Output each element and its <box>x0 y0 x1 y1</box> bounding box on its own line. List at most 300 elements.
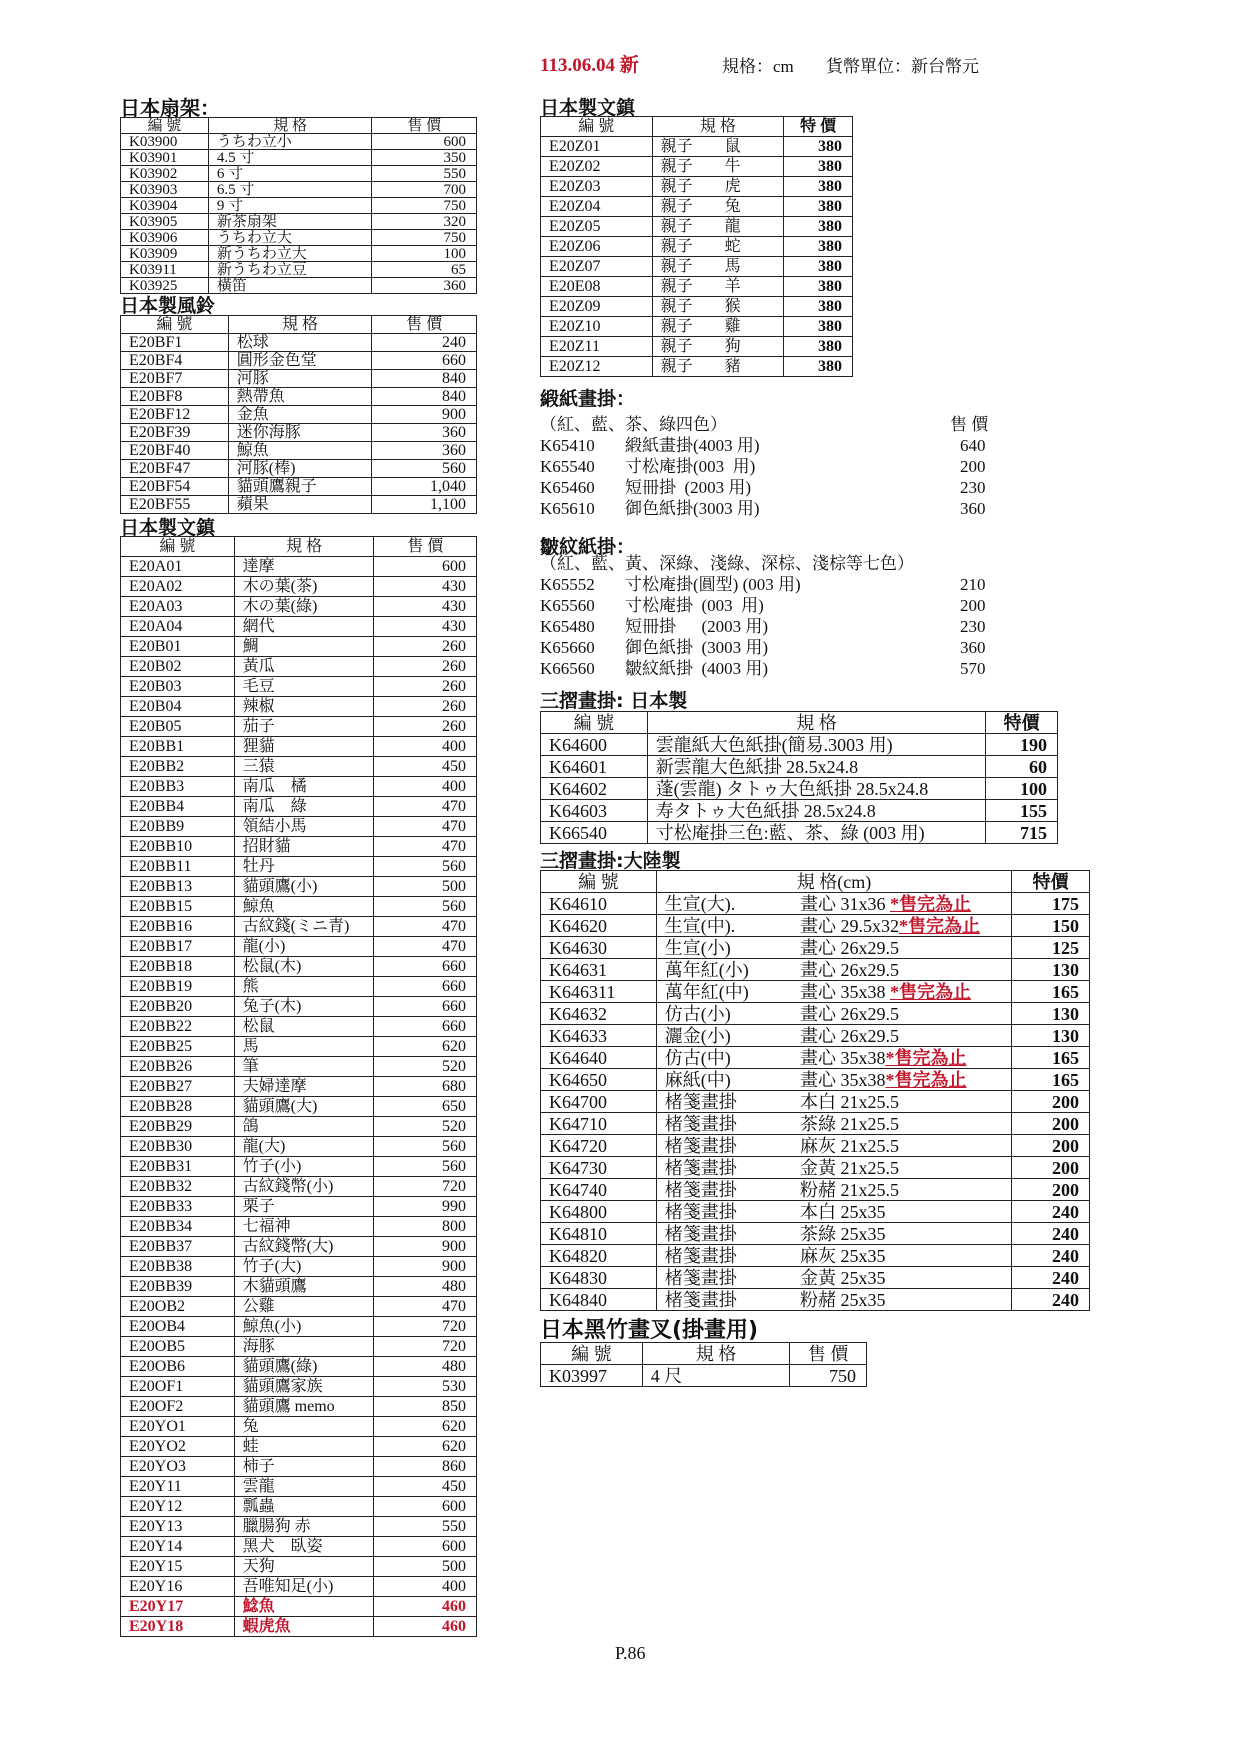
code-cell: K03909 <box>121 246 209 262</box>
spec-cell: 鴿 <box>234 1117 374 1137</box>
code-cell: E20BB3 <box>121 777 235 797</box>
dimension-cell <box>792 981 1012 1003</box>
table-row <box>541 297 853 317</box>
price-cell: 175 <box>1012 893 1090 915</box>
code-cell: E20A01 <box>121 557 235 577</box>
price-cell: 600 <box>374 1497 477 1517</box>
table-row <box>541 1289 1090 1311</box>
price-cell: 130 <box>1012 1025 1090 1047</box>
code-cell: K03911 <box>121 262 209 278</box>
spec-cell: 古紋錢幣(小) <box>234 1177 374 1197</box>
spec-cell: 牡丹 <box>234 857 374 877</box>
paperweight-left-title: 日本製文鎮 <box>120 517 216 539</box>
price-cell: 380 <box>784 137 853 157</box>
dimension-text: 畫心 26x29.5 <box>799 959 899 980</box>
price-cell: 430 <box>374 577 477 597</box>
dimension-text: 畫心 35x38 <box>799 1069 886 1090</box>
price-cell: 900 <box>374 1237 477 1257</box>
code-cell: E20Z11 <box>541 337 653 357</box>
table-row <box>541 1135 1090 1157</box>
code-cell: E20BF55 <box>121 496 229 514</box>
code-cell: K03900 <box>121 134 209 150</box>
code-cell: E20A03 <box>121 597 235 617</box>
spec-cell: 楮箋畫掛 <box>656 1201 792 1223</box>
price-cell: 450 <box>374 1477 477 1497</box>
table-row <box>541 157 853 177</box>
price-text: 360 <box>960 638 986 657</box>
price-cell: 560 <box>374 857 477 877</box>
table-row <box>121 1297 477 1317</box>
price-cell: 380 <box>784 157 853 177</box>
price-cell: 380 <box>784 277 853 297</box>
spec-cell: 親子 蛇 <box>652 237 784 257</box>
code-cell: E20Z02 <box>541 157 653 177</box>
column-header: 規 格(cm) <box>656 871 1012 893</box>
dimension-cell <box>792 1157 1012 1179</box>
code-cell: E20Z09 <box>541 297 653 317</box>
spec-cell: 生宣(小) <box>656 937 792 959</box>
code-cell: E20BB39 <box>121 1277 235 1297</box>
code-cell: K64602 <box>541 778 648 800</box>
spec-cell: 鯛 <box>234 637 374 657</box>
spec-cell: 辣椒 <box>234 697 374 717</box>
table-row <box>121 717 477 737</box>
price-cell: 470 <box>374 817 477 837</box>
table-row <box>121 1177 477 1197</box>
table-row <box>541 1223 1090 1245</box>
dimension-cell <box>792 1223 1012 1245</box>
spec-cell: 灑金(小) <box>656 1025 792 1047</box>
code-cell: E20Y15 <box>121 1557 235 1577</box>
spec-cell: 仿古(小) <box>656 1003 792 1025</box>
tri-fold-china-title: 三摺畫掛:大陸製 <box>540 850 681 872</box>
spec-cell: 木貓頭鷹 <box>234 1277 374 1297</box>
spec-cell: 夫婦達摩 <box>234 1077 374 1097</box>
table-row <box>121 1377 477 1397</box>
column-header: 特價 <box>1012 871 1090 893</box>
code-text: K65480 <box>540 617 595 636</box>
spec-cell: 木の葉(茶) <box>234 577 374 597</box>
spec-cell: 龍(小) <box>234 937 374 957</box>
spec-cell: 寸松庵掛三色:藍、茶、綠 (003 用) <box>647 822 986 844</box>
code-text: K66560 <box>540 659 595 678</box>
spec-cell: 兔子(木) <box>234 997 374 1017</box>
table-row <box>541 756 1058 778</box>
dimension-cell <box>792 937 1012 959</box>
tri-fold-japan-table <box>540 711 1058 844</box>
price-cell: 200 <box>1012 1091 1090 1113</box>
table-row <box>541 1245 1090 1267</box>
spec-cell: 瓢蟲 <box>234 1497 374 1517</box>
code-cell: K03902 <box>121 166 209 182</box>
spec-cell: 新うちわ立豆 <box>208 262 372 278</box>
code-cell: E20BB18 <box>121 957 235 977</box>
dimension-cell <box>792 1047 1012 1069</box>
code-cell: E20OF1 <box>121 1377 235 1397</box>
code-cell: E20YO3 <box>121 1457 235 1477</box>
code-cell: E20BB16 <box>121 917 235 937</box>
table-row <box>121 1597 477 1617</box>
column-header: 售 價 <box>372 118 477 134</box>
code-cell: K64640 <box>541 1047 657 1069</box>
price-cell: 380 <box>784 297 853 317</box>
table-row <box>121 388 477 406</box>
spec-cell: 親子 豬 <box>652 357 784 377</box>
spec-cell: 兔 <box>234 1417 374 1437</box>
column-header: 規 格 <box>228 316 372 334</box>
code-cell: E20Y17 <box>121 1597 235 1617</box>
table-row <box>541 1025 1090 1047</box>
code-cell: E20OF2 <box>121 1397 235 1417</box>
table-row <box>121 937 477 957</box>
spec-cell: 蘋果 <box>228 496 372 514</box>
spec-cell: 楮箋畫掛 <box>656 1135 792 1157</box>
table-row <box>541 137 853 157</box>
dimension-cell <box>792 1069 1012 1091</box>
price-cell: 240 <box>1012 1201 1090 1223</box>
spec-cell: 網代 <box>234 617 374 637</box>
price-cell: 130 <box>1012 959 1090 981</box>
code-cell: E20BB32 <box>121 1177 235 1197</box>
price-cell: 380 <box>784 357 853 377</box>
spec-cell: 楮箋畫掛 <box>656 1245 792 1267</box>
column-header: 規 格 <box>647 712 986 734</box>
table-row <box>541 778 1058 800</box>
table-row <box>121 1477 477 1497</box>
spec-text: 寸松庵掛 (003 用) <box>625 596 764 615</box>
column-header: 編 號 <box>541 117 653 137</box>
currency-unit: 貨幣單位：新台幣元 <box>826 57 980 76</box>
satin-scroll-subtitle: （紅、藍、茶、綠四色） <box>540 415 727 434</box>
code-text: K65660 <box>540 638 595 657</box>
price-cell: 550 <box>374 1517 477 1537</box>
spec-cell: 親子 馬 <box>652 257 784 277</box>
table-row <box>121 214 477 230</box>
price-cell: 560 <box>374 1157 477 1177</box>
price-cell: 360 <box>372 278 477 294</box>
table-row <box>121 1557 477 1577</box>
list-item <box>540 477 1020 498</box>
price-cell: 470 <box>374 837 477 857</box>
price-cell: 155 <box>986 800 1058 822</box>
price-text: 570 <box>960 659 986 678</box>
price-cell: 470 <box>374 1297 477 1317</box>
price-cell: 560 <box>372 460 477 478</box>
code-cell: E20OB2 <box>121 1297 235 1317</box>
price-cell: 620 <box>374 1437 477 1457</box>
spec-cell: 臘腸狗 赤 <box>234 1517 374 1537</box>
price-text: 360 <box>960 499 986 518</box>
code-cell: K64730 <box>541 1157 657 1179</box>
spec-cell: 松鼠 <box>234 1017 374 1037</box>
spec-cell: 鯰魚 <box>234 1597 374 1617</box>
code-cell: E20Z10 <box>541 317 653 337</box>
code-cell: E20BF39 <box>121 424 229 442</box>
code-cell: K64710 <box>541 1113 657 1135</box>
price-cell: 900 <box>374 1257 477 1277</box>
price-cell: 470 <box>374 937 477 957</box>
table-row <box>121 577 477 597</box>
spec-cell: 松鼠(木) <box>234 957 374 977</box>
price-cell: 680 <box>374 1077 477 1097</box>
code-cell: E20BF7 <box>121 370 229 388</box>
header-row <box>121 537 477 557</box>
table-row <box>121 1537 477 1557</box>
spec-cell: 蛙 <box>234 1437 374 1457</box>
price-text: 210 <box>960 575 986 594</box>
column-header: 特 價 <box>784 117 853 137</box>
spec-cell: 松球 <box>228 334 372 352</box>
spec-cell: 楮箋畫掛 <box>656 1091 792 1113</box>
price-cell: 260 <box>374 637 477 657</box>
price-cell: 240 <box>1012 1289 1090 1311</box>
bamboo-fork-table <box>540 1342 867 1387</box>
price-cell: 750 <box>372 198 477 214</box>
dimension-cell <box>792 1179 1012 1201</box>
code-cell: K64632 <box>541 1003 657 1025</box>
price-cell: 530 <box>374 1377 477 1397</box>
spec-cell: 楮箋畫掛 <box>656 1223 792 1245</box>
table-row <box>121 777 477 797</box>
code-cell: K64600 <box>541 734 648 756</box>
price-cell: 165 <box>1012 1047 1090 1069</box>
spec-cell: 天狗 <box>234 1557 374 1577</box>
table-row <box>121 424 477 442</box>
code-cell: K64610 <box>541 893 657 915</box>
code-text: K65540 <box>540 457 595 476</box>
spec-cell: 海豚 <box>234 1337 374 1357</box>
price-cell: 430 <box>374 617 477 637</box>
code-cell: E20E08 <box>541 277 653 297</box>
spec-cell: 9 寸 <box>208 198 372 214</box>
price-cell: 480 <box>374 1277 477 1297</box>
code-cell: E20BB13 <box>121 877 235 897</box>
dimension-text: 粉赭 21x25.5 <box>799 1179 899 1200</box>
spec-cell: 楮箋畫掛 <box>656 1289 792 1311</box>
fan-stand-table <box>120 117 477 294</box>
table-row <box>541 893 1090 915</box>
table-row <box>541 981 1090 1003</box>
price-cell: 1,040 <box>372 478 477 496</box>
spec-text: 寸松庵掛(003 用) <box>625 457 756 476</box>
price-cell: 380 <box>784 257 853 277</box>
table-row <box>121 1497 477 1517</box>
table-row <box>541 257 853 277</box>
dimension-text: 茶綠 25x35 <box>799 1223 886 1244</box>
spec-cell: 毛豆 <box>234 677 374 697</box>
price-cell: 660 <box>374 997 477 1017</box>
spec-cell: 貓頭鷹家族 <box>234 1377 374 1397</box>
code-cell: E20Z05 <box>541 217 653 237</box>
table-row <box>121 460 477 478</box>
spec-cell: 迷你海豚 <box>228 424 372 442</box>
code-cell: E20YO2 <box>121 1437 235 1457</box>
code-cell: E20OB6 <box>121 1357 235 1377</box>
page-number: P.86 <box>615 1643 646 1663</box>
list-item <box>540 574 1020 595</box>
spec-cell: 楮箋畫掛 <box>656 1157 792 1179</box>
price-cell: 165 <box>1012 1069 1090 1091</box>
satin-scroll-title: 緞紙畫掛： <box>540 388 636 410</box>
price-cell: 350 <box>372 150 477 166</box>
code-cell: E20B03 <box>121 677 235 697</box>
table-row <box>121 977 477 997</box>
spec-cell: 黑犬 臥姿 <box>234 1537 374 1557</box>
table-row <box>541 1091 1090 1113</box>
table-row <box>121 957 477 977</box>
dimension-text: 畫心 31x36 <box>799 893 890 914</box>
price-cell: 660 <box>374 957 477 977</box>
spec-text: 御色紙掛(3003 用) <box>625 499 760 518</box>
spec-cell: 萬年紅(中) <box>656 981 792 1003</box>
code-cell: K03997 <box>541 1365 643 1387</box>
spec-cell: うちわ立小 <box>208 134 372 150</box>
price-cell: 800 <box>374 1217 477 1237</box>
price-cell: 130 <box>1012 1003 1090 1025</box>
spec-cell: 狸貓 <box>234 737 374 757</box>
spec-text: 短冊掛 (2003 用) <box>625 617 769 636</box>
table-row <box>121 1157 477 1177</box>
table-row <box>541 1157 1090 1179</box>
code-cell: E20Z06 <box>541 237 653 257</box>
column-header: 編 號 <box>121 537 235 557</box>
dimension-cell <box>792 1135 1012 1157</box>
header-row <box>541 117 853 137</box>
header-row <box>121 316 477 334</box>
price-cell: 600 <box>374 557 477 577</box>
price-cell: 260 <box>374 697 477 717</box>
spec-cell: 領結小馬 <box>234 817 374 837</box>
price-cell: 720 <box>374 1337 477 1357</box>
crepe-scroll-title: 皺紋紙掛： <box>540 536 636 558</box>
dimension-cell <box>792 1025 1012 1047</box>
spec-cell: 河豚(棒) <box>228 460 372 478</box>
paperweight-left-table <box>120 536 477 1637</box>
price-cell: 450 <box>374 757 477 777</box>
spec-cell: うちわ立大 <box>208 230 372 246</box>
table-row <box>541 1069 1090 1091</box>
table-row <box>121 1317 477 1337</box>
code-cell: E20B05 <box>121 717 235 737</box>
price-cell: 400 <box>374 737 477 757</box>
code-cell: E20BF1 <box>121 334 229 352</box>
code-cell: K64631 <box>541 959 657 981</box>
spec-text: 緞紙畫掛(4003 用) <box>625 436 760 455</box>
table-row <box>121 478 477 496</box>
price-cell: 720 <box>374 1177 477 1197</box>
dimension-cell <box>792 959 1012 981</box>
price-cell: 240 <box>1012 1245 1090 1267</box>
paperweight-right-table <box>540 116 853 377</box>
price-cell: 320 <box>372 214 477 230</box>
spec-cell: 親子 兔 <box>652 197 784 217</box>
price-cell: 400 <box>374 777 477 797</box>
spec-text: 御色紙掛 (3003 用) <box>625 638 769 657</box>
table-row <box>121 1097 477 1117</box>
column-header: 編 號 <box>541 712 648 734</box>
spec-cell: 6 寸 <box>208 166 372 182</box>
code-text: K65610 <box>540 499 595 518</box>
table-row <box>541 937 1090 959</box>
code-cell: E20BB20 <box>121 997 235 1017</box>
spec-cell: 栗子 <box>234 1197 374 1217</box>
table-row <box>121 352 477 370</box>
price-cell: 860 <box>374 1457 477 1477</box>
price-cell: 200 <box>1012 1179 1090 1201</box>
code-cell: K64740 <box>541 1179 657 1201</box>
price-cell: 900 <box>372 406 477 424</box>
code-cell: E20Z07 <box>541 257 653 277</box>
spec-cell: 親子 鼠 <box>652 137 784 157</box>
table-row <box>121 496 477 514</box>
code-cell: E20BB29 <box>121 1117 235 1137</box>
code-cell: E20Z12 <box>541 357 653 377</box>
price-cell: 200 <box>1012 1157 1090 1179</box>
table-row <box>541 822 1058 844</box>
price-cell: 840 <box>372 388 477 406</box>
price-cell: 200 <box>1012 1135 1090 1157</box>
code-cell: E20A02 <box>121 577 235 597</box>
dimension-cell <box>792 1091 1012 1113</box>
table-row <box>121 857 477 877</box>
code-cell: K64840 <box>541 1289 657 1311</box>
code-cell: E20BB26 <box>121 1057 235 1077</box>
spec-cell: 親子 虎 <box>652 177 784 197</box>
table-row <box>121 877 477 897</box>
code-cell: K03901 <box>121 150 209 166</box>
code-cell: E20BB30 <box>121 1137 235 1157</box>
code-cell: K64810 <box>541 1223 657 1245</box>
table-row <box>541 277 853 297</box>
spec-cell: 馬 <box>234 1037 374 1057</box>
price-cell: 460 <box>374 1617 477 1637</box>
spec-cell: 貓頭鷹(小) <box>234 877 374 897</box>
spec-cell: 七福神 <box>234 1217 374 1237</box>
spec-cell: 萬年紅(小) <box>656 959 792 981</box>
spec-cell: 貓頭鷹(大) <box>234 1097 374 1117</box>
code-cell: K03904 <box>121 198 209 214</box>
price-cell: 460 <box>374 1597 477 1617</box>
code-cell: E20BF54 <box>121 478 229 496</box>
table-row <box>541 197 853 217</box>
spec-cell: 竹子(大) <box>234 1257 374 1277</box>
table-row <box>121 637 477 657</box>
dimension-text: 畫心 35x38 <box>799 981 890 1002</box>
spec-cell: 親子 羊 <box>652 277 784 297</box>
code-text: K65552 <box>540 575 595 594</box>
tri-fold-china-table <box>540 870 1090 1311</box>
header-row <box>541 712 1058 734</box>
column-header: 規 格 <box>652 117 784 137</box>
wind-chime-title: 日本製風鈴 <box>120 295 216 317</box>
table-row <box>121 917 477 937</box>
price-cell: 430 <box>374 597 477 617</box>
spec-cell: 鯨魚 <box>234 897 374 917</box>
spec-cell: 招財貓 <box>234 837 374 857</box>
dimension-text: 畫心 35x38 <box>799 1047 886 1068</box>
table-row <box>121 406 477 424</box>
price-cell: 100 <box>986 778 1058 800</box>
spec-cell: 4.5 寸 <box>208 150 372 166</box>
column-header: 編 號 <box>541 1343 643 1365</box>
price-cell: 240 <box>372 334 477 352</box>
price-cell: 1,100 <box>372 496 477 514</box>
code-cell: E20BB34 <box>121 1217 235 1237</box>
spec-cell: 貓頭鷹 memo <box>234 1397 374 1417</box>
code-cell: K64620 <box>541 915 657 937</box>
price-cell: 65 <box>372 262 477 278</box>
spec-cell: 吾唯知足(小) <box>234 1577 374 1597</box>
